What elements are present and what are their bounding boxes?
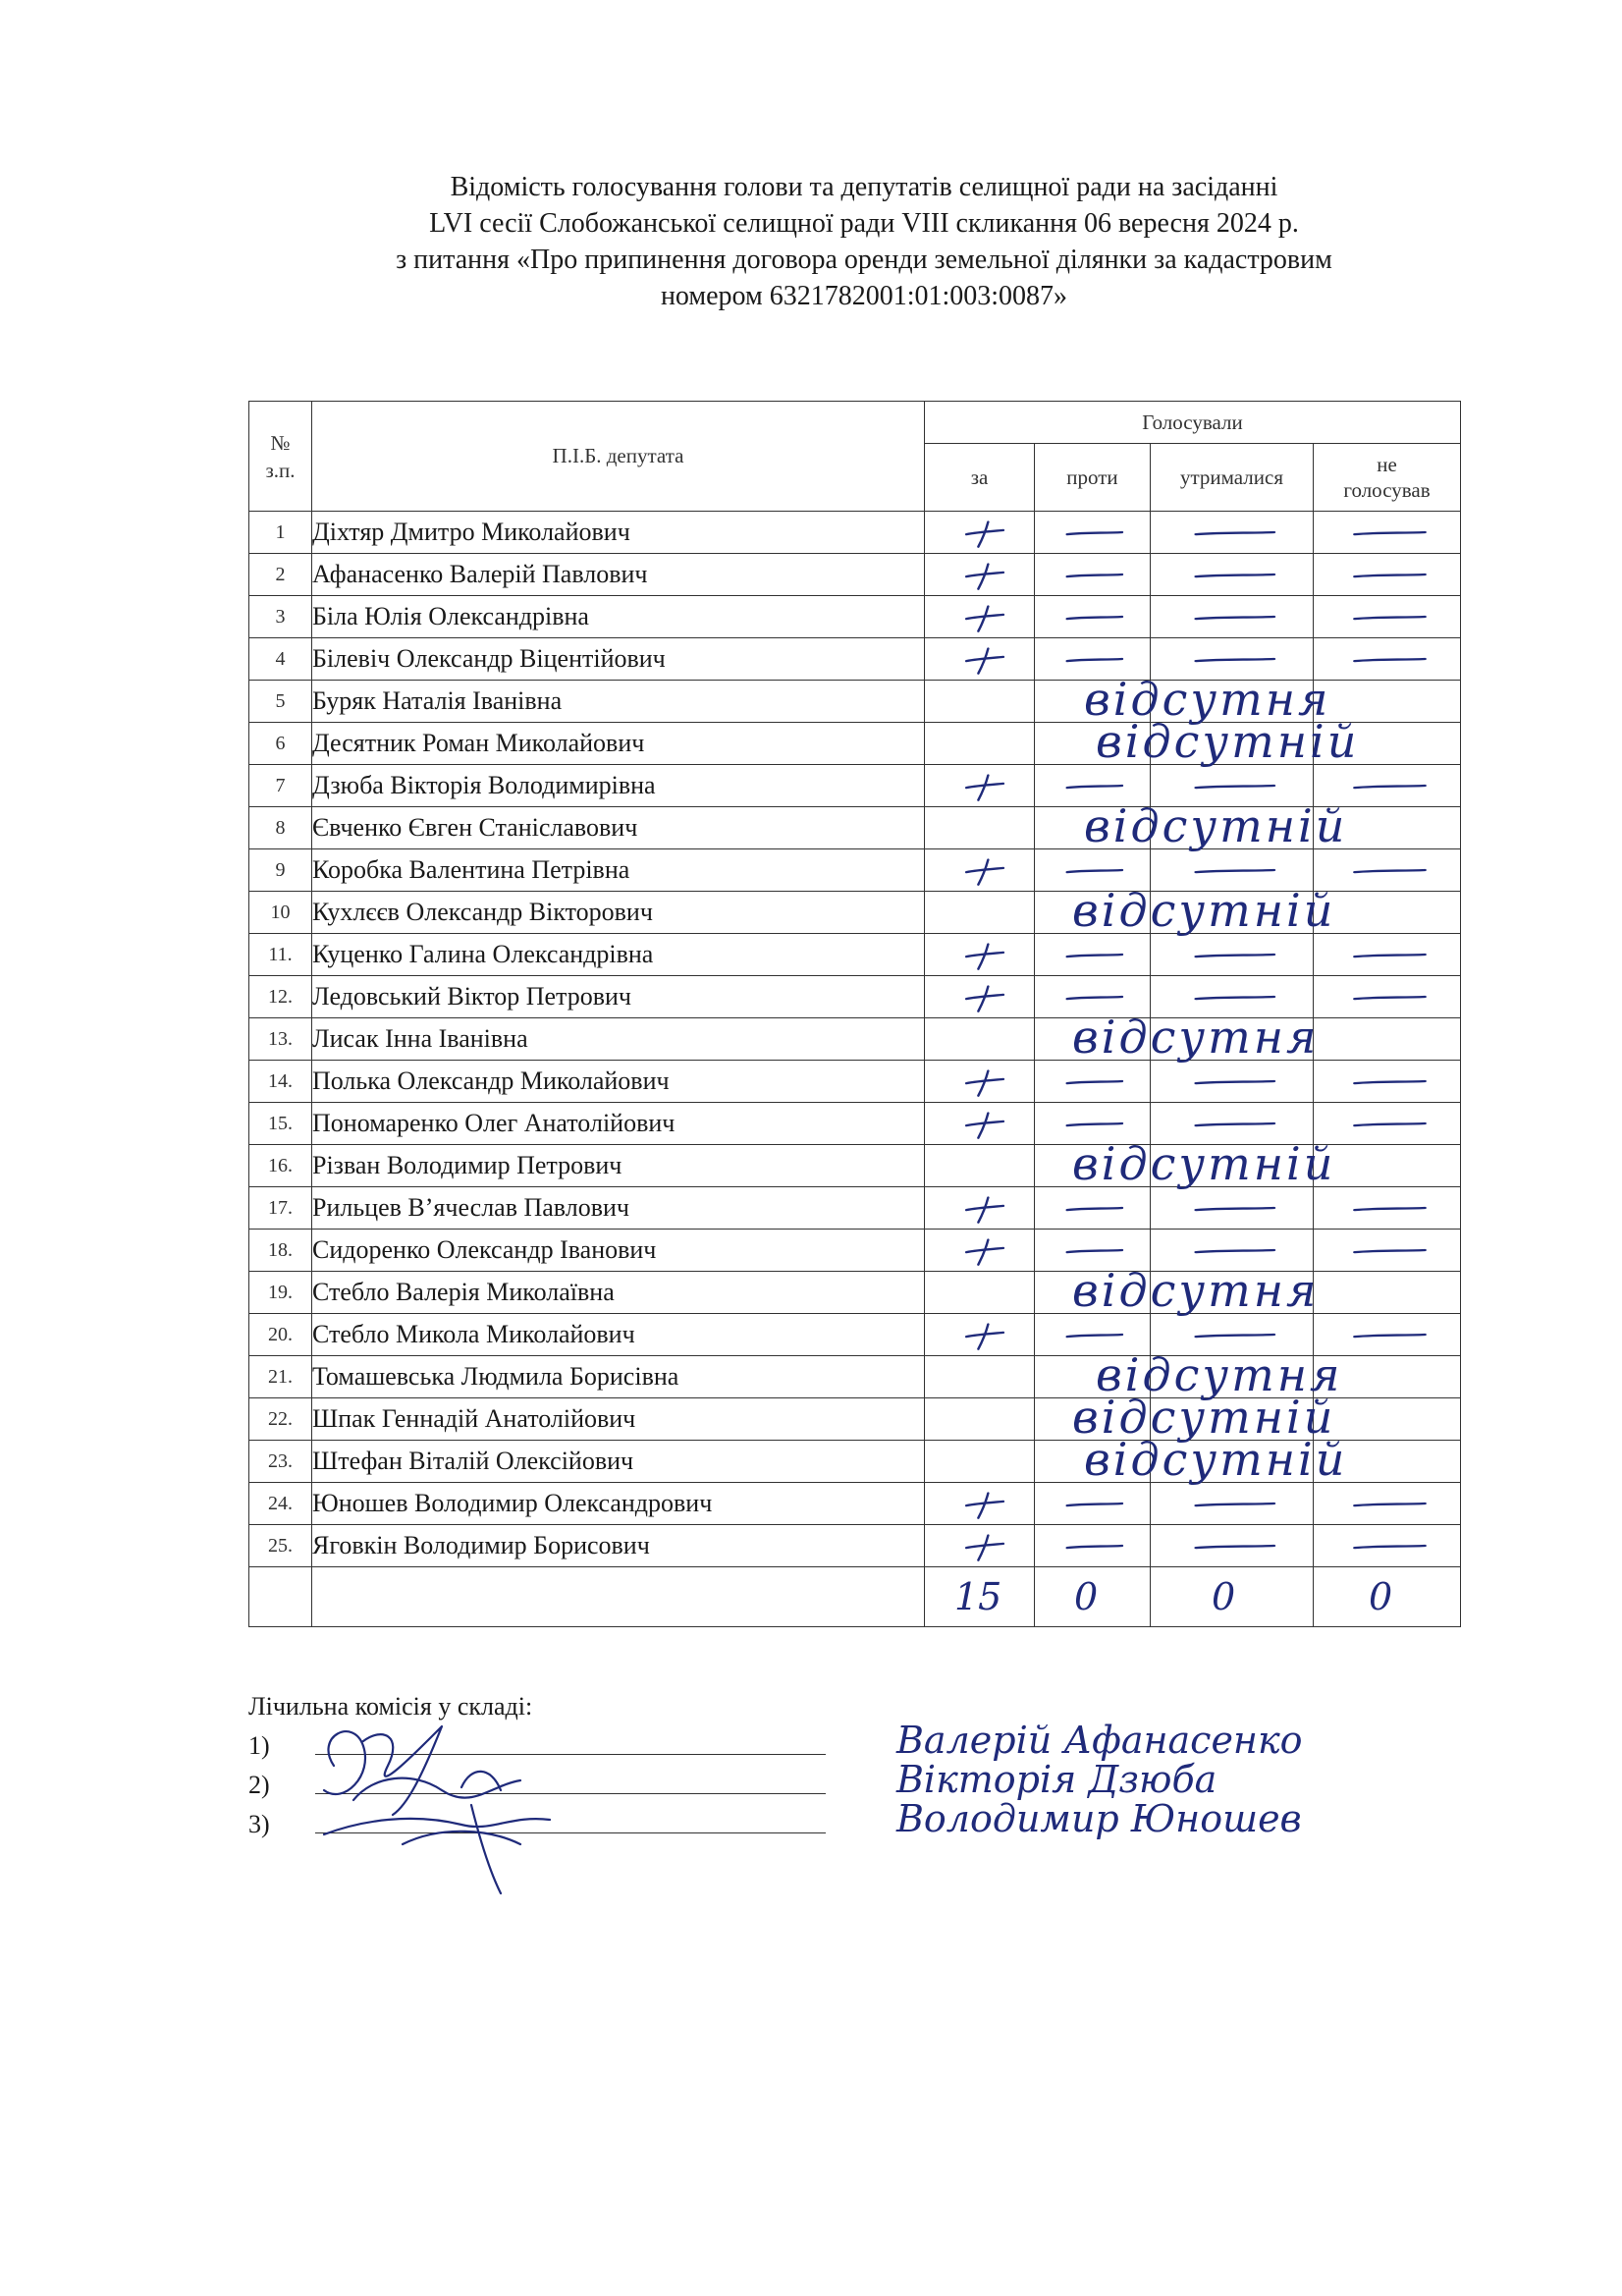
totals-empty-num [249, 1567, 312, 1627]
vote-not-voted-cell [1314, 892, 1461, 934]
deputy-name: Куценко Галина Олександрівна [312, 934, 925, 976]
dash-mark [1151, 512, 1313, 553]
vote-against-cell [1035, 1018, 1151, 1061]
vote-for-cell [925, 638, 1035, 681]
vote-against-cell [1035, 554, 1151, 596]
deputy-name: Рильцев В’ячеслав Павлович [312, 1187, 925, 1230]
vote-abstained-cell [1151, 1061, 1314, 1103]
vote-abstained-cell [1151, 1441, 1314, 1483]
row-number: 25. [249, 1525, 312, 1567]
plus-mark [925, 934, 1034, 975]
dash-mark [1035, 512, 1150, 553]
vote-for-cell [925, 512, 1035, 554]
vote-not-voted-cell [1314, 1356, 1461, 1398]
row-number: 10 [249, 892, 312, 934]
vote-against-cell [1035, 934, 1151, 976]
vote-against-cell [1035, 1356, 1151, 1398]
vote-against-cell [1035, 1272, 1151, 1314]
vote-abstained-cell [1151, 638, 1314, 681]
vote-for-cell [925, 1483, 1035, 1525]
vote-abstained-cell [1151, 1103, 1314, 1145]
absent-note: відсутній [1072, 884, 1336, 937]
deputy-name: Десятник Роман Миколайович [312, 723, 925, 765]
vote-against-cell [1035, 1398, 1151, 1441]
header-number [249, 402, 312, 512]
deputy-name: Лисак Інна Іванівна [312, 1018, 925, 1061]
vote-not-voted-cell [1314, 1187, 1461, 1230]
dash-mark [1151, 976, 1313, 1017]
header-for: за [925, 444, 1035, 512]
dash-mark [1314, 1061, 1460, 1102]
commission-member-name: Володимир Юношев [896, 1797, 1302, 1840]
deputy-name: Буряк Наталія Іванівна [312, 681, 925, 723]
counting-commission [248, 1687, 1427, 1844]
dash-mark [1314, 1187, 1460, 1229]
row-number: 6 [249, 723, 312, 765]
vote-against-cell [1035, 1187, 1151, 1230]
vote-abstained-cell [1151, 723, 1314, 765]
vote-for-cell [925, 1061, 1035, 1103]
plus-mark [925, 1483, 1034, 1524]
table-row [249, 1398, 1461, 1441]
vote-abstained-cell [1151, 554, 1314, 596]
deputy-name: Яговкін Володимир Борисович [312, 1525, 925, 1567]
dash-mark [1035, 1525, 1150, 1566]
vote-for-cell [925, 799, 1348, 852]
dash-mark [1151, 596, 1313, 637]
dash-mark [1035, 596, 1150, 637]
vote-for-cell [925, 1103, 1035, 1145]
vote-not-voted-cell [1314, 1483, 1461, 1525]
header-not-voted-line1: не [1377, 453, 1397, 476]
row-number: 16. [249, 1145, 312, 1187]
vote-for-cell [925, 884, 1336, 937]
total-against: 0 [1074, 1575, 1099, 1618]
commission-member-3 [248, 1797, 1427, 1844]
vote-not-voted-cell [1314, 1314, 1461, 1356]
table-row [249, 1272, 1461, 1314]
vote-for-cell [925, 1391, 1336, 1444]
table-row [249, 849, 1461, 892]
title-line-3: з питання «Про припинення договора оренди земельної ділянки за кадастровим [396, 245, 1332, 275]
vote-not-voted-cell [1314, 681, 1461, 723]
plus-mark [925, 1314, 1034, 1355]
totals-row [249, 1567, 1461, 1627]
plus-mark [925, 976, 1034, 1017]
vote-for-cell [925, 554, 1035, 596]
deputy-name: Кухлєєв Олександр Вікторович [312, 892, 925, 934]
table-row [249, 807, 1461, 849]
vote-not-voted-cell [1314, 1061, 1461, 1103]
table-row [249, 1230, 1461, 1272]
dash-mark [1314, 976, 1460, 1017]
vote-for-cell [925, 934, 1035, 976]
vote-against-cell [1035, 807, 1151, 849]
dash-mark [1035, 976, 1150, 1017]
vote-for-cell [925, 1137, 1336, 1190]
dash-mark [1151, 1314, 1313, 1355]
table-row [249, 512, 1461, 554]
dash-mark [1151, 934, 1313, 975]
header-not-voted-line2: голосував [1343, 478, 1431, 502]
total-not-voted-cell [1314, 1567, 1461, 1627]
row-number: 18. [249, 1230, 312, 1272]
vote-abstained-cell [1151, 1525, 1314, 1567]
table-row [249, 1525, 1461, 1567]
dash-mark [1151, 638, 1313, 680]
commission-member-1 [248, 1719, 1427, 1766]
header-voted-group: Голосували [925, 402, 1461, 444]
vote-against-cell [1035, 681, 1151, 723]
dash-mark [1035, 849, 1150, 891]
deputy-name: Афанасенко Валерій Павлович [312, 554, 925, 596]
vote-abstained-cell [1151, 1272, 1314, 1314]
vote-abstained-cell [1151, 976, 1314, 1018]
dash-mark [1035, 638, 1150, 680]
vote-against-cell [1035, 1525, 1151, 1567]
vote-not-voted-cell [1314, 1525, 1461, 1567]
title-line-2: LVI сесії Слобожанської селищної ради VIII скликання 06 вересня 2024 р. [429, 208, 1299, 239]
vote-not-voted-cell [1314, 596, 1461, 638]
vote-for-cell [925, 1348, 1343, 1401]
row-number: 13. [249, 1018, 312, 1061]
deputy-name: Різван Володимир Петрович [312, 1145, 925, 1187]
row-number: 4 [249, 638, 312, 681]
plus-mark [925, 1103, 1034, 1144]
vote-against-cell [1035, 1061, 1151, 1103]
dash-mark [1314, 849, 1460, 891]
table-row [249, 554, 1461, 596]
dash-mark [1035, 765, 1150, 806]
dash-mark [1035, 1187, 1150, 1229]
header-number-line2: з.п. [265, 458, 296, 482]
vote-for-cell [925, 849, 1035, 892]
commission-label: Лічильна комісія у складі: [248, 1692, 533, 1721]
title-line-4: номером 6321782001:01:003:0087» [660, 281, 1068, 311]
vote-not-voted-cell [1314, 1230, 1461, 1272]
row-number: 24. [249, 1483, 312, 1525]
table-row [249, 638, 1461, 681]
vote-abstained-cell [1151, 1314, 1314, 1356]
totals-empty-name [312, 1567, 925, 1627]
row-number: 7 [249, 765, 312, 807]
total-abstained: 0 [1212, 1575, 1236, 1618]
plus-mark [925, 1061, 1034, 1102]
dash-mark [1314, 765, 1460, 806]
commission-member-index: 2) [248, 1771, 270, 1799]
table-row [249, 765, 1461, 807]
vote-for-cell [925, 1314, 1035, 1356]
table-row [249, 934, 1461, 976]
vote-against-cell [1035, 1441, 1151, 1483]
dash-mark [1151, 765, 1313, 806]
dash-mark [1035, 934, 1150, 975]
table-row [249, 681, 1461, 723]
commission-member-index: 1) [248, 1731, 270, 1760]
dash-mark [1035, 554, 1150, 595]
vote-not-voted-cell [1314, 723, 1461, 765]
vote-for-cell [925, 1011, 1320, 1064]
vote-against-cell [1035, 1145, 1151, 1187]
row-number: 8 [249, 807, 312, 849]
plus-mark [925, 512, 1034, 553]
row-number: 23. [249, 1441, 312, 1483]
vote-abstained-cell [1151, 1398, 1314, 1441]
table-row [249, 976, 1461, 1018]
vote-against-cell [1035, 1103, 1151, 1145]
dash-mark [1314, 1525, 1460, 1566]
vote-abstained-cell [1151, 934, 1314, 976]
absent-note: відсутній [1084, 799, 1348, 852]
vote-against-cell [1035, 849, 1151, 892]
dash-mark [1151, 1061, 1313, 1102]
signature-line [315, 1754, 826, 1755]
deputy-name: Коробка Валентина Петрівна [312, 849, 925, 892]
vote-abstained-cell [1151, 596, 1314, 638]
vote-for-cell [925, 1525, 1035, 1567]
deputy-name: Пономаренко Олег Анатолійович [312, 1103, 925, 1145]
vote-not-voted-cell [1314, 512, 1461, 554]
dash-mark [1314, 934, 1460, 975]
dash-mark [1314, 596, 1460, 637]
dash-mark [1035, 1103, 1150, 1144]
total-against-cell [1035, 1567, 1151, 1627]
vote-for-cell [925, 1433, 1348, 1486]
table-row [249, 1018, 1461, 1061]
deputy-name: Ледовський Віктор Петрович [312, 976, 925, 1018]
header-number-line1: № [270, 430, 291, 455]
row-number: 20. [249, 1314, 312, 1356]
header-name: П.І.Б. депутата [312, 402, 925, 512]
voting-table [248, 401, 1461, 1627]
dash-mark [1151, 1483, 1313, 1524]
row-number: 9 [249, 849, 312, 892]
deputy-name: Полька Олександр Миколайович [312, 1061, 925, 1103]
plus-mark [925, 1230, 1034, 1271]
vote-against-cell [1035, 596, 1151, 638]
plus-mark [925, 554, 1034, 595]
table-row [249, 1187, 1461, 1230]
deputy-name: Юношев Володимир Олександрович [312, 1483, 925, 1525]
vote-not-voted-cell [1314, 1103, 1461, 1145]
dash-mark [1035, 1061, 1150, 1102]
dash-mark [1035, 1483, 1150, 1524]
row-number: 3 [249, 596, 312, 638]
table-row [249, 1356, 1461, 1398]
dash-mark [1314, 554, 1460, 595]
table-row [249, 1145, 1461, 1187]
table-row [249, 1103, 1461, 1145]
title-line-1: Відомість голосування голови та депутатів селищної ради на засіданні [450, 172, 1278, 202]
deputy-name: Томашевська Людмила Борисівна [312, 1356, 925, 1398]
deputy-name: Євченко Євген Станіславович [312, 807, 925, 849]
row-number: 17. [249, 1187, 312, 1230]
vote-abstained-cell [1151, 892, 1314, 934]
vote-not-voted-cell [1314, 1145, 1461, 1187]
vote-abstained-cell [1151, 765, 1314, 807]
dash-mark [1314, 1230, 1460, 1271]
total-for-cell [925, 1567, 1035, 1627]
vote-not-voted-cell [1314, 976, 1461, 1018]
vote-not-voted-cell [1314, 638, 1461, 681]
absent-note: відсутній [1096, 715, 1360, 768]
vote-for-cell [925, 1187, 1035, 1230]
deputy-name: Біла Юлія Олександрівна [312, 596, 925, 638]
vote-abstained-cell [1151, 1187, 1314, 1230]
row-number: 19. [249, 1272, 312, 1314]
plus-mark [925, 1525, 1034, 1566]
signature-line [315, 1793, 826, 1794]
vote-not-voted-cell [1314, 1398, 1461, 1441]
absent-note: відсутній [1072, 1137, 1336, 1190]
vote-abstained-cell [1151, 1145, 1314, 1187]
deputy-name: Дзюба Вікторія Володимирівна [312, 765, 925, 807]
deputy-name: Діхтяр Дмитро Миколайович [312, 512, 925, 554]
dash-mark [1314, 1314, 1460, 1355]
vote-against-cell [1035, 1314, 1151, 1356]
vote-for-cell [925, 596, 1035, 638]
plus-mark [925, 596, 1034, 637]
absent-note: відсутня [1072, 1011, 1320, 1064]
row-number: 5 [249, 681, 312, 723]
dash-mark [1314, 512, 1460, 553]
voting-rows [249, 512, 1461, 1567]
dash-mark [1035, 1314, 1150, 1355]
vote-abstained-cell [1151, 1230, 1314, 1272]
vote-for-cell [925, 1230, 1035, 1272]
dash-mark [1314, 1483, 1460, 1524]
deputy-name: Стебло Валерія Миколаївна [312, 1272, 925, 1314]
absent-note: відсутня [1096, 1348, 1343, 1401]
dash-mark [1151, 1230, 1313, 1271]
vote-for-cell [925, 715, 1360, 768]
absent-note: відсутній [1084, 1433, 1348, 1486]
row-number: 12. [249, 976, 312, 1018]
dash-mark [1151, 849, 1313, 891]
dash-mark [1314, 1103, 1460, 1144]
vote-for-cell [925, 673, 1331, 726]
plus-mark [925, 849, 1034, 891]
vote-abstained-cell [1151, 681, 1314, 723]
table-row [249, 596, 1461, 638]
vote-not-voted-cell [1314, 1018, 1461, 1061]
absent-note: відсутня [1084, 673, 1331, 726]
total-abstained-cell [1151, 1567, 1314, 1627]
row-number: 22. [249, 1398, 312, 1441]
row-number: 1 [249, 512, 312, 554]
vote-not-voted-cell [1314, 765, 1461, 807]
plus-mark [925, 1187, 1034, 1229]
table-row [249, 1441, 1461, 1483]
dash-mark [1314, 638, 1460, 680]
row-number: 14. [249, 1061, 312, 1103]
deputy-name: Штефан Віталій Олексійович [312, 1441, 925, 1483]
deputy-name: Сидоренко Олександр Іванович [312, 1230, 925, 1272]
deputy-name: Білевіч Олександр Віцентійович [312, 638, 925, 681]
row-number: 2 [249, 554, 312, 596]
header-not-voted [1314, 444, 1461, 512]
vote-against-cell [1035, 892, 1151, 934]
vote-for-cell [925, 1264, 1320, 1317]
dash-mark [1151, 554, 1313, 595]
plus-mark [925, 765, 1034, 806]
absent-note: відсутній [1072, 1391, 1336, 1444]
dash-mark [1151, 1187, 1313, 1229]
deputy-name: Шпак Геннадій Анатолійович [312, 1398, 925, 1441]
signature-line [315, 1832, 826, 1833]
commission-member-name: Валерій Афанасенко [896, 1719, 1303, 1762]
dash-mark [1151, 1525, 1313, 1566]
vote-against-cell [1035, 638, 1151, 681]
dash-mark [1151, 1103, 1313, 1144]
vote-against-cell [1035, 723, 1151, 765]
table-row [249, 1061, 1461, 1103]
deputy-name: Стебло Микола Миколайович [312, 1314, 925, 1356]
vote-not-voted-cell [1314, 934, 1461, 976]
vote-against-cell [1035, 512, 1151, 554]
table-row [249, 1314, 1461, 1356]
table-row [249, 723, 1461, 765]
vote-against-cell [1035, 1230, 1151, 1272]
vote-not-voted-cell [1314, 1272, 1461, 1314]
vote-against-cell [1035, 1483, 1151, 1525]
commission-member-index: 3) [248, 1810, 270, 1838]
vote-not-voted-cell [1314, 849, 1461, 892]
vote-not-voted-cell [1314, 807, 1461, 849]
plus-mark [925, 638, 1034, 680]
document-title [245, 169, 1483, 314]
total-not-voted: 0 [1369, 1575, 1393, 1618]
row-number: 21. [249, 1356, 312, 1398]
vote-for-cell [925, 976, 1035, 1018]
header-against: проти [1035, 444, 1151, 512]
vote-abstained-cell [1151, 1018, 1314, 1061]
vote-abstained-cell [1151, 1483, 1314, 1525]
table-row [249, 892, 1461, 934]
vote-abstained-cell [1151, 512, 1314, 554]
row-number: 15. [249, 1103, 312, 1145]
vote-abstained-cell [1151, 849, 1314, 892]
vote-against-cell [1035, 765, 1151, 807]
vote-against-cell [1035, 976, 1151, 1018]
row-number: 11. [249, 934, 312, 976]
vote-not-voted-cell [1314, 554, 1461, 596]
commission-member-name: Вікторія Дзюба [896, 1758, 1217, 1801]
vote-abstained-cell [1151, 807, 1314, 849]
absent-note: відсутня [1072, 1264, 1320, 1317]
table-row [249, 1483, 1461, 1525]
header-abstained: утрималися [1151, 444, 1314, 512]
vote-abstained-cell [1151, 1356, 1314, 1398]
dash-mark [1035, 1230, 1150, 1271]
vote-not-voted-cell [1314, 1441, 1461, 1483]
vote-for-cell [925, 765, 1035, 807]
total-for: 15 [954, 1575, 1002, 1618]
